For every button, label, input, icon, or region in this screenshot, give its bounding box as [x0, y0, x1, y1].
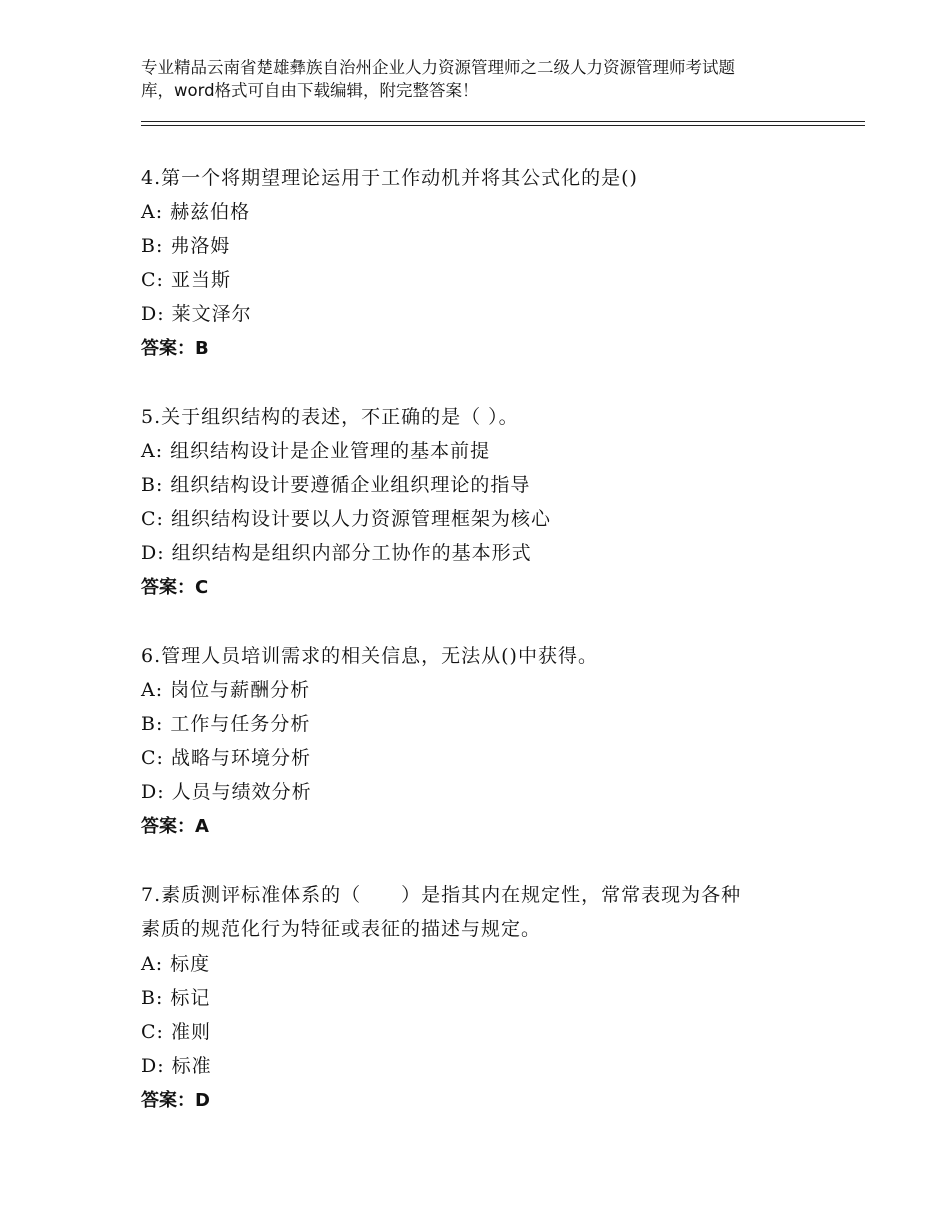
question-6-option-a: A: 岗位与薪酬分析 — [141, 679, 311, 701]
question-5-option-a: A: 组织结构设计是企业管理的基本前提 — [141, 440, 491, 462]
question-7-stem-line-2: 素质的规范化行为特征或表征的描述与规定。 — [141, 918, 542, 940]
question-5-option-b: B: 组织结构设计要遵循企业组织理论的指导 — [141, 474, 531, 496]
question-7-answer: 答案：D — [141, 1090, 210, 1111]
question-5-stem: 5.关于组织结构的表述，不正确的是（ ）。 — [141, 406, 519, 428]
header-line-1: 专业精品云南省楚雄彝族自治州企业人力资源管理师之二级人力资源管理师考试题 — [141, 58, 735, 77]
question-7-stem-line-1: 7.素质测评标准体系的（ ）是指其内在规定性，常常表现为各种 — [141, 884, 742, 906]
question-7-option-b: B: 标记 — [141, 987, 211, 1009]
question-6-option-c: C: 战略与环境分析 — [141, 747, 311, 769]
question-4-answer: 答案：B — [141, 338, 209, 359]
header-rule-top — [141, 121, 865, 122]
question-5-option-d: D: 组织结构是组织内部分工协作的基本形式 — [141, 542, 532, 564]
question-5-answer: 答案：C — [141, 577, 209, 598]
question-6-answer: 答案：A — [141, 816, 209, 837]
question-6-option-d: D: 人员与绩效分析 — [141, 781, 312, 803]
document-header — [141, 56, 831, 102]
header-line-2: 库，word格式可自由下载编辑，附完整答案！ — [141, 81, 479, 100]
question-4-option-d: D: 莱文泽尔 — [141, 303, 252, 325]
question-7-option-a: A: 标度 — [141, 953, 211, 975]
question-7-option-c: C: 准则 — [141, 1021, 211, 1043]
question-6-option-b: B: 工作与任务分析 — [141, 713, 311, 735]
question-4-option-a: A: 赫兹伯格 — [141, 201, 251, 223]
question-5-option-c: C: 组织结构设计要以人力资源管理框架为核心 — [141, 508, 551, 530]
question-4-option-c: C: 亚当斯 — [141, 269, 231, 291]
header-rule-bottom — [141, 125, 865, 126]
question-4-option-b: B: 弗洛姆 — [141, 235, 231, 257]
question-7-option-d: D: 标准 — [141, 1055, 212, 1077]
question-4-stem: 4.第一个将期望理论运用于工作动机并将其公式化的是() — [141, 167, 638, 189]
question-6-stem: 6.管理人员培训需求的相关信息，无法从()中获得。 — [141, 645, 598, 667]
